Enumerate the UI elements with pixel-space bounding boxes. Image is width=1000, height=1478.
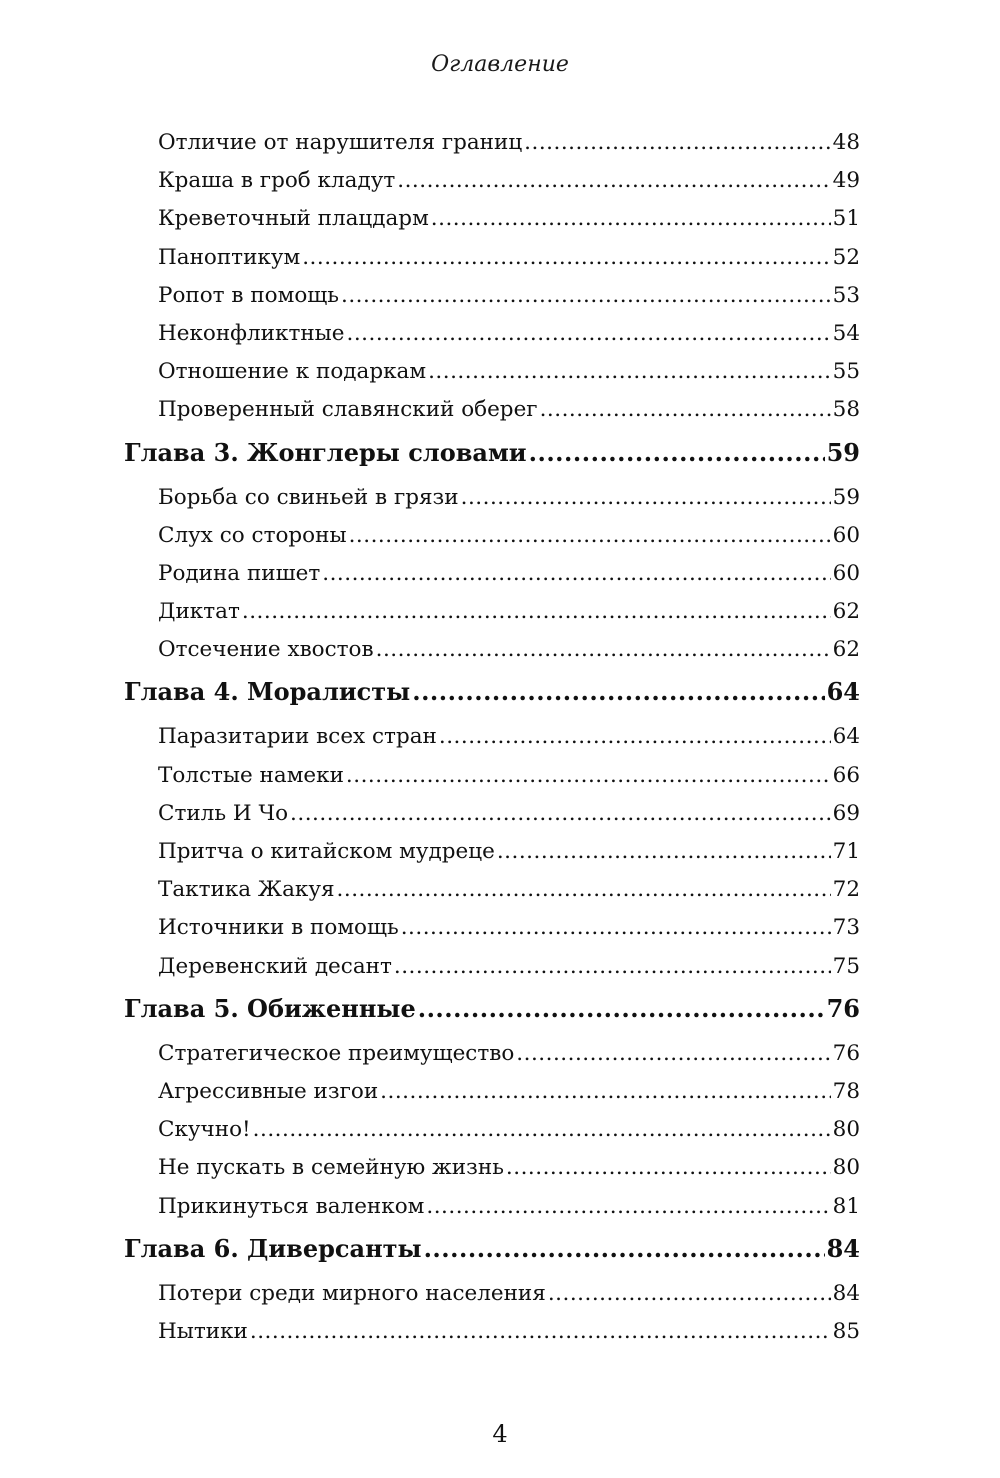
dot-leader xyxy=(461,479,831,517)
dot-leader xyxy=(341,277,831,315)
toc-entry-title: Глава 5. Обиженные xyxy=(124,993,416,1023)
toc-section-entry xyxy=(120,517,860,555)
toc-entry-title: Потери среди мирного населения xyxy=(158,1280,546,1306)
toc-section-entry xyxy=(120,479,860,517)
toc-entry-page: 51 xyxy=(832,206,860,232)
toc-entry-title: Толстые намеки xyxy=(158,762,344,788)
toc-entry-title: Тактика Жакуя xyxy=(158,877,335,903)
toc-section-entry xyxy=(120,833,860,871)
toc-entry-page: 71 xyxy=(832,839,860,864)
toc-entry-page: 49 xyxy=(832,168,860,194)
dot-leader xyxy=(302,239,830,277)
toc-entry-page: 48 xyxy=(832,130,860,155)
toc-entry-page: 80 xyxy=(832,1155,860,1181)
toc-entry-title: Глава 3. Жонглеры словами xyxy=(124,437,527,467)
toc-entry-page: 78 xyxy=(832,1078,860,1104)
toc-entry-page: 80 xyxy=(832,1117,860,1143)
toc-section-entry xyxy=(120,1275,860,1313)
toc-entry-page: 76 xyxy=(826,993,860,1023)
toc-section-entry xyxy=(120,1111,860,1149)
dot-leader xyxy=(412,669,824,715)
toc-entry-title: Прикинуться валенком xyxy=(158,1193,425,1219)
toc-entry-title: Стратегическое преимущество xyxy=(158,1040,515,1066)
toc-entry-title: Борьба со свиньей в грязи xyxy=(158,484,459,510)
toc-entry-page: 60 xyxy=(832,560,860,586)
toc-section-entry xyxy=(120,200,860,238)
toc-entry-page: 53 xyxy=(832,282,860,308)
dot-leader xyxy=(516,1035,830,1073)
dot-leader xyxy=(322,555,830,593)
toc-entry-title: Источники в помощь xyxy=(158,915,399,941)
dot-leader xyxy=(426,1188,830,1226)
toc-entry-title: Паноптикум xyxy=(158,244,301,270)
toc-section-entry xyxy=(120,391,860,429)
toc-entry-title: Проверенный славянский оберег xyxy=(158,397,538,423)
toc-entry-title: Отсечение хвостов xyxy=(158,637,374,663)
dot-leader xyxy=(337,871,831,909)
toc-entry-title: Неконфликтные xyxy=(158,320,345,346)
toc-entry-page: 75 xyxy=(832,953,860,979)
toc-entry-page: 64 xyxy=(826,677,860,707)
toc-section-entry xyxy=(120,555,860,593)
toc-chapter-entry xyxy=(120,1226,860,1275)
toc-entry-page: 84 xyxy=(832,1280,860,1306)
toc-section-entry xyxy=(120,871,860,909)
toc-entry-title: Родина пишет xyxy=(158,560,321,586)
toc-entry-page: 54 xyxy=(832,320,860,346)
toc-chapter-entry xyxy=(120,430,860,479)
toc-entry-page: 62 xyxy=(832,599,860,625)
toc-entry-title: Глава 6. Диверсанты xyxy=(124,1233,422,1263)
toc-entry-title: Нытики xyxy=(158,1318,248,1344)
toc-entry-title: Паразитарии всех стран xyxy=(158,724,437,750)
toc-section-entry xyxy=(120,239,860,277)
dot-leader xyxy=(349,517,831,555)
toc-entry-page: 52 xyxy=(832,244,860,270)
dot-leader xyxy=(397,162,830,200)
dot-leader xyxy=(431,200,831,238)
toc-entry-title: Не пускать в семейную жизнь xyxy=(158,1155,504,1181)
dot-leader xyxy=(506,1149,831,1187)
toc-entry-title: Диктат xyxy=(158,599,240,625)
dot-leader xyxy=(347,315,831,353)
toc-section-entry xyxy=(120,1149,860,1187)
toc-entry-title: Слух со стороны xyxy=(158,522,347,548)
toc-entry-title: Краша в гроб кладут xyxy=(158,168,396,194)
toc-entry-page: 66 xyxy=(832,762,860,788)
toc-section-entry xyxy=(120,909,860,947)
toc-entry-page: 62 xyxy=(832,637,860,663)
dot-leader xyxy=(497,833,831,871)
toc-section-entry xyxy=(120,353,860,391)
toc-chapter-entry xyxy=(120,669,860,718)
toc-entry-title: Креветочный плацдарм xyxy=(158,206,429,232)
table-of-contents xyxy=(120,124,860,1351)
toc-entry-page: 58 xyxy=(832,397,860,423)
dot-leader xyxy=(524,124,830,162)
toc-entry-title: Стиль И Чо xyxy=(158,800,289,826)
toc-entry-page: 85 xyxy=(832,1318,860,1344)
dot-leader xyxy=(401,909,831,947)
toc-entry-page: 59 xyxy=(832,484,860,510)
dot-leader xyxy=(439,718,831,756)
dot-leader xyxy=(346,757,831,795)
dot-leader xyxy=(394,948,831,986)
dot-leader xyxy=(380,1073,830,1111)
toc-section-entry xyxy=(120,948,860,986)
dot-leader xyxy=(418,986,825,1032)
toc-entry-title: Отличие от нарушителя границ xyxy=(158,130,523,155)
dot-leader xyxy=(424,1226,825,1272)
dot-leader xyxy=(253,1111,831,1149)
toc-entry-title: Ропот в помощь xyxy=(158,282,339,308)
toc-section-entry xyxy=(120,162,860,200)
toc-entry-title: Притча о китайском мудреце xyxy=(158,839,495,864)
page-number: 4 xyxy=(492,1420,508,1448)
toc-entry-page: 76 xyxy=(832,1040,860,1066)
running-head-title: Оглавление xyxy=(431,52,569,77)
toc-section-entry xyxy=(120,315,860,353)
toc-section-entry xyxy=(120,1188,860,1226)
dot-leader xyxy=(548,1275,831,1313)
toc-entry-page: 55 xyxy=(832,359,860,385)
toc-entry-title: Деревенский десант xyxy=(158,953,392,979)
toc-entry-title: Скучно! xyxy=(158,1117,251,1143)
toc-entry-page: 84 xyxy=(826,1233,860,1263)
toc-section-entry xyxy=(120,277,860,315)
toc-entry-page: 64 xyxy=(832,724,860,750)
toc-section-entry xyxy=(120,1313,860,1351)
toc-entry-page: 81 xyxy=(832,1193,860,1219)
toc-entry-title: Агрессивные изгои xyxy=(158,1078,379,1104)
toc-entry-page: 73 xyxy=(832,915,860,941)
toc-entry-title: Глава 4. Моралисты xyxy=(124,677,411,707)
dot-leader xyxy=(529,430,825,476)
toc-section-entry xyxy=(120,795,860,833)
toc-section-entry xyxy=(120,718,860,756)
toc-section-entry xyxy=(120,124,860,162)
toc-entry-page: 72 xyxy=(832,877,860,903)
toc-entry-page: 59 xyxy=(826,437,860,467)
toc-entry-title: Отношение к подаркам xyxy=(158,359,427,385)
dot-leader xyxy=(376,631,831,669)
dot-leader xyxy=(290,795,831,833)
toc-section-entry xyxy=(120,1073,860,1111)
toc-chapter-entry xyxy=(120,986,860,1035)
toc-section-entry xyxy=(120,1035,860,1073)
dot-leader xyxy=(242,593,831,631)
dot-leader xyxy=(250,1313,831,1351)
dot-leader xyxy=(428,353,831,391)
toc-section-entry xyxy=(120,593,860,631)
toc-section-entry xyxy=(120,631,860,669)
toc-entry-page: 69 xyxy=(832,800,860,826)
toc-section-entry xyxy=(120,757,860,795)
dot-leader xyxy=(540,391,831,429)
toc-entry-page: 60 xyxy=(832,522,860,548)
